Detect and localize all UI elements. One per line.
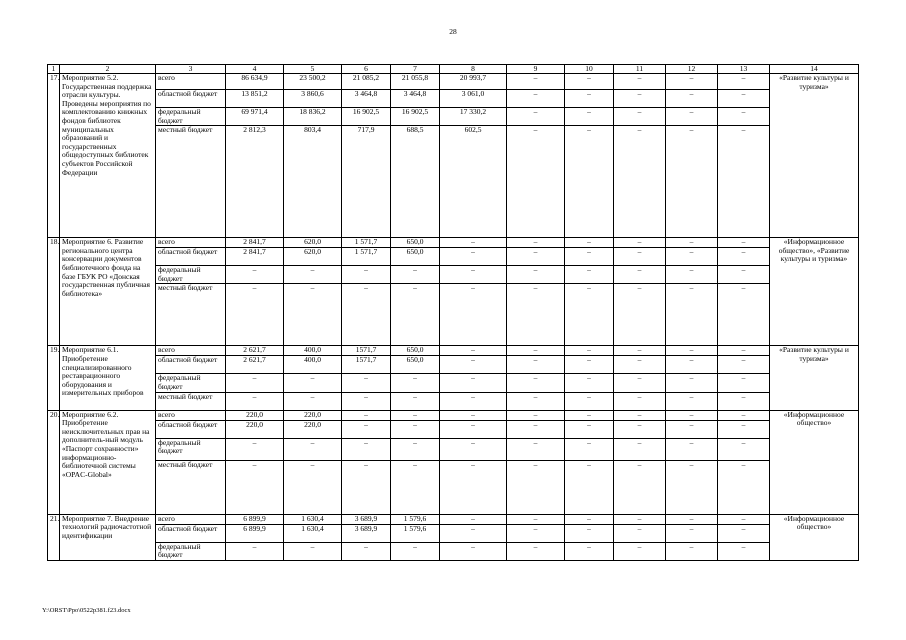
value-cell: 650,0	[391, 356, 440, 374]
value-cell: –	[391, 266, 440, 284]
value-cell: 2 812,3	[226, 126, 284, 238]
value-cell: –	[666, 542, 718, 560]
program-name: «Информационное общество»	[770, 410, 859, 514]
value-cell: 1 579,6	[391, 524, 440, 542]
value-cell: –	[507, 346, 565, 356]
value-cell: –	[507, 420, 565, 438]
value-cell: –	[614, 524, 666, 542]
value-cell: –	[507, 374, 565, 392]
value-cell: –	[391, 374, 440, 392]
column-header-13: 13	[718, 65, 770, 74]
value-cell: –	[391, 460, 440, 514]
value-cell: –	[666, 266, 718, 284]
value-cell: –	[342, 392, 391, 410]
value-cell: –	[666, 460, 718, 514]
table-row	[48, 126, 859, 238]
value-cell: 220,0	[226, 410, 284, 420]
value-cell: –	[718, 248, 770, 266]
value-cell: –	[507, 460, 565, 514]
funding-source: федеральный бюджет	[156, 374, 226, 392]
value-cell: –	[565, 126, 614, 238]
value-cell: –	[507, 266, 565, 284]
funding-source: всего	[156, 346, 226, 356]
value-cell: –	[614, 356, 666, 374]
value-cell: 650,0	[391, 346, 440, 356]
value-cell: 2 621,7	[226, 346, 284, 356]
value-cell: –	[565, 266, 614, 284]
value-cell: 21 085,2	[342, 74, 391, 90]
value-cell: –	[226, 542, 284, 560]
value-cell: 18 836,2	[284, 108, 342, 126]
value-cell: 6 899,9	[226, 524, 284, 542]
value-cell: –	[614, 392, 666, 410]
value-cell: –	[226, 374, 284, 392]
funding-source: областной бюджет	[156, 90, 226, 108]
value-cell: –	[666, 392, 718, 410]
value-cell: –	[718, 514, 770, 524]
value-cell: –	[284, 284, 342, 346]
value-cell: 1571,7	[342, 356, 391, 374]
value-cell: 3 860,6	[284, 90, 342, 108]
value-cell: –	[718, 410, 770, 420]
value-cell: –	[565, 542, 614, 560]
value-cell: 21 055,8	[391, 74, 440, 90]
value-cell: –	[284, 374, 342, 392]
table-row	[48, 74, 859, 90]
value-cell: –	[614, 438, 666, 460]
value-cell: –	[565, 356, 614, 374]
program-name: «Информационное общество», «Развитие культуры и туризма»	[770, 238, 859, 346]
value-cell: –	[614, 346, 666, 356]
measure-name: Мероприятие 5.2. Государственная поддержка отрасли культуры. Проведены мероприятия по комплектованию книжных фондов библиотек муниципальных образований и государственных общедоступных библиотек субъектов Российской Федерации	[60, 74, 156, 238]
table-row	[48, 514, 859, 524]
value-cell: –	[507, 524, 565, 542]
value-cell: –	[718, 524, 770, 542]
value-cell: –	[666, 356, 718, 374]
value-cell: –	[440, 266, 507, 284]
value-cell: –	[614, 108, 666, 126]
value-cell: –	[718, 266, 770, 284]
value-cell: –	[718, 542, 770, 560]
value-cell: 1 571,7	[342, 248, 391, 266]
measure-name: Мероприятие 6.1. Приобретение специализированного реставрационного оборудования и измерительных приборов	[60, 346, 156, 410]
value-cell: –	[507, 514, 565, 524]
value-cell: –	[718, 438, 770, 460]
value-cell: –	[614, 266, 666, 284]
value-cell: –	[666, 108, 718, 126]
value-cell: –	[666, 410, 718, 420]
funding-source: областной бюджет	[156, 524, 226, 542]
value-cell: –	[565, 90, 614, 108]
value-cell: –	[718, 356, 770, 374]
value-cell: –	[342, 460, 391, 514]
value-cell: 1 579,6	[391, 514, 440, 524]
column-header-5: 5	[284, 65, 342, 74]
value-cell: –	[614, 514, 666, 524]
table-row	[48, 346, 859, 356]
funding-source: федеральный бюджет	[156, 438, 226, 460]
value-cell: 1 630,4	[284, 524, 342, 542]
value-cell: –	[666, 420, 718, 438]
value-cell: –	[507, 248, 565, 266]
value-cell: –	[666, 126, 718, 238]
value-cell: –	[440, 438, 507, 460]
value-cell: 16 902,5	[342, 108, 391, 126]
column-header-6: 6	[342, 65, 391, 74]
value-cell: –	[284, 392, 342, 410]
value-cell: 220,0	[284, 420, 342, 438]
value-cell: –	[614, 374, 666, 392]
value-cell: 23 500,2	[284, 74, 342, 90]
column-header-4: 4	[226, 65, 284, 74]
value-cell: –	[614, 420, 666, 438]
table-row	[48, 248, 859, 266]
value-cell: –	[718, 346, 770, 356]
table-row	[48, 524, 859, 542]
funding-source: местный бюджет	[156, 392, 226, 410]
value-cell: –	[507, 392, 565, 410]
value-cell: 2 841,7	[226, 238, 284, 248]
value-cell: –	[391, 392, 440, 410]
measure-number: 20.	[48, 410, 60, 514]
value-cell: –	[342, 284, 391, 346]
value-cell: –	[614, 90, 666, 108]
value-cell: –	[440, 542, 507, 560]
table-row	[48, 374, 859, 392]
value-cell: –	[391, 438, 440, 460]
value-cell: –	[666, 284, 718, 346]
value-cell: –	[614, 74, 666, 90]
value-cell: 1 630,4	[284, 514, 342, 524]
footer-file-path: Y:\ORST\Ppo\0522p381.f23.docx	[42, 607, 131, 614]
value-cell: –	[440, 392, 507, 410]
column-header-12: 12	[666, 65, 718, 74]
value-cell: –	[391, 420, 440, 438]
value-cell: 3 464,8	[391, 90, 440, 108]
value-cell: –	[440, 460, 507, 514]
value-cell: –	[614, 284, 666, 346]
table-row	[48, 238, 859, 248]
value-cell: –	[565, 284, 614, 346]
funding-source: областной бюджет	[156, 248, 226, 266]
funding-source: всего	[156, 238, 226, 248]
value-cell: –	[565, 524, 614, 542]
measure-number: 17.	[48, 74, 60, 238]
value-cell: –	[565, 248, 614, 266]
value-cell: –	[284, 266, 342, 284]
value-cell: 400,0	[284, 356, 342, 374]
table-row	[48, 420, 859, 438]
value-cell: –	[614, 248, 666, 266]
value-cell: –	[565, 346, 614, 356]
value-cell: 220,0	[226, 420, 284, 438]
column-header-14: 14	[770, 65, 859, 74]
table-row	[48, 460, 859, 514]
value-cell: 3 061,0	[440, 90, 507, 108]
table-row	[48, 108, 859, 126]
value-cell: 16 902,5	[391, 108, 440, 126]
measure-name: Мероприятие 7. Внедрение технологий радиочастотной идентификации	[60, 514, 156, 560]
value-cell: –	[718, 284, 770, 346]
value-cell: 717,9	[342, 126, 391, 238]
value-cell: –	[718, 238, 770, 248]
value-cell: –	[666, 524, 718, 542]
value-cell: –	[718, 74, 770, 90]
funding-source: областной бюджет	[156, 356, 226, 374]
value-cell: –	[614, 238, 666, 248]
value-cell: –	[565, 392, 614, 410]
value-cell: –	[507, 238, 565, 248]
value-cell: –	[440, 284, 507, 346]
value-cell: –	[440, 238, 507, 248]
funding-source: областной бюджет	[156, 420, 226, 438]
measure-name: Мероприятие 6.2. Приобретение неисключительных прав на дополнитель-ный модуль «Паспорт сохранности» информационно-библиотечной системы «OPAC-Global»	[60, 410, 156, 514]
value-cell: –	[440, 374, 507, 392]
value-cell: –	[226, 266, 284, 284]
value-cell: –	[342, 374, 391, 392]
value-cell: –	[507, 410, 565, 420]
funding-source: федеральный бюджет	[156, 266, 226, 284]
value-cell: –	[507, 74, 565, 90]
table-row	[48, 356, 859, 374]
value-cell: 688,5	[391, 126, 440, 238]
column-header-8: 8	[440, 65, 507, 74]
measure-number: 21.	[48, 514, 60, 560]
value-cell: –	[666, 238, 718, 248]
value-cell: 3 464,8	[342, 90, 391, 108]
value-cell: –	[565, 460, 614, 514]
program-name: «Информационное общество»	[770, 514, 859, 560]
table-row	[48, 266, 859, 284]
value-cell: 620,0	[284, 248, 342, 266]
value-cell: 86 634,9	[226, 74, 284, 90]
value-cell: –	[342, 266, 391, 284]
value-cell: 620,0	[284, 238, 342, 248]
program-name: «Развитие культуры и туризма»	[770, 74, 859, 238]
value-cell: –	[440, 524, 507, 542]
value-cell: –	[565, 438, 614, 460]
value-cell: 650,0	[391, 238, 440, 248]
value-cell: –	[565, 374, 614, 392]
value-cell: 20 993,7	[440, 74, 507, 90]
value-cell: –	[284, 438, 342, 460]
value-cell: 803,4	[284, 126, 342, 238]
value-cell: 1571,7	[342, 346, 391, 356]
value-cell: –	[614, 460, 666, 514]
value-cell: –	[226, 438, 284, 460]
value-cell: –	[614, 542, 666, 560]
value-cell: –	[718, 420, 770, 438]
program-name: «Развитие культуры и туризма»	[770, 346, 859, 410]
funding-source: всего	[156, 410, 226, 420]
value-cell: –	[565, 238, 614, 248]
value-cell: –	[718, 374, 770, 392]
value-cell: –	[718, 126, 770, 238]
value-cell: –	[440, 410, 507, 420]
page-number: 28	[449, 27, 457, 36]
funding-source: федеральный бюджет	[156, 108, 226, 126]
value-cell: –	[440, 248, 507, 266]
value-cell: –	[440, 356, 507, 374]
value-cell: –	[391, 542, 440, 560]
budget-table	[47, 64, 859, 561]
value-cell: –	[565, 514, 614, 524]
value-cell: –	[718, 392, 770, 410]
value-cell: 69 971,4	[226, 108, 284, 126]
value-cell: 1 571,7	[342, 238, 391, 248]
value-cell: –	[440, 420, 507, 438]
value-cell: –	[507, 108, 565, 126]
value-cell: –	[666, 90, 718, 108]
value-cell: –	[718, 460, 770, 514]
value-cell: –	[718, 90, 770, 108]
measure-number: 19.	[48, 346, 60, 410]
value-cell: –	[614, 410, 666, 420]
value-cell: –	[507, 438, 565, 460]
value-cell: –	[226, 284, 284, 346]
value-cell: –	[666, 248, 718, 266]
column-header-9: 9	[507, 65, 565, 74]
value-cell: 17 330,2	[440, 108, 507, 126]
value-cell: –	[507, 126, 565, 238]
table-row	[48, 90, 859, 108]
funding-source: федеральный бюджет	[156, 542, 226, 560]
value-cell: –	[342, 542, 391, 560]
value-cell: –	[565, 74, 614, 90]
value-cell: 2 841,7	[226, 248, 284, 266]
value-cell: 3 689,9	[342, 524, 391, 542]
table-row	[48, 410, 859, 420]
value-cell: –	[565, 108, 614, 126]
value-cell: –	[666, 438, 718, 460]
value-cell: –	[507, 90, 565, 108]
value-cell: –	[226, 460, 284, 514]
value-cell: 650,0	[391, 248, 440, 266]
column-header-1: 1	[48, 65, 60, 74]
value-cell: 13 851,2	[226, 90, 284, 108]
value-cell: –	[666, 74, 718, 90]
value-cell: –	[226, 392, 284, 410]
value-cell: –	[507, 542, 565, 560]
value-cell: 602,5	[440, 126, 507, 238]
value-cell: –	[342, 420, 391, 438]
value-cell: –	[507, 284, 565, 346]
funding-source: местный бюджет	[156, 460, 226, 514]
table-row	[48, 284, 859, 346]
column-header-3: 3	[156, 65, 226, 74]
column-header-2: 2	[60, 65, 156, 74]
value-cell: –	[440, 346, 507, 356]
funding-source: местный бюджет	[156, 284, 226, 346]
value-cell: 2 621,7	[226, 356, 284, 374]
value-cell: 400,0	[284, 346, 342, 356]
table-row	[48, 542, 859, 560]
measure-name: Мероприятие 6. Развитие регионального центра консервации документов библиотечного фонда на базе ГБУК РО «Донская государственная публичная библиотека»	[60, 238, 156, 346]
value-cell: –	[666, 346, 718, 356]
table-row	[48, 438, 859, 460]
value-cell: –	[507, 356, 565, 374]
column-header-10: 10	[565, 65, 614, 74]
funding-source: местный бюджет	[156, 126, 226, 238]
value-cell: –	[718, 108, 770, 126]
value-cell: –	[342, 410, 391, 420]
funding-source: всего	[156, 514, 226, 524]
value-cell: –	[440, 514, 507, 524]
value-cell: –	[666, 374, 718, 392]
value-cell: 220,0	[284, 410, 342, 420]
value-cell: –	[342, 438, 391, 460]
value-cell: 6 899,9	[226, 514, 284, 524]
value-cell: –	[284, 542, 342, 560]
value-cell: –	[666, 514, 718, 524]
value-cell: –	[284, 460, 342, 514]
value-cell: –	[391, 410, 440, 420]
value-cell: –	[391, 284, 440, 346]
column-header-7: 7	[391, 65, 440, 74]
measure-number: 18.	[48, 238, 60, 346]
column-header-11: 11	[614, 65, 666, 74]
value-cell: –	[614, 126, 666, 238]
value-cell: –	[565, 410, 614, 420]
value-cell: 3 689,9	[342, 514, 391, 524]
funding-source: всего	[156, 74, 226, 90]
value-cell: –	[565, 420, 614, 438]
table-row	[48, 392, 859, 410]
